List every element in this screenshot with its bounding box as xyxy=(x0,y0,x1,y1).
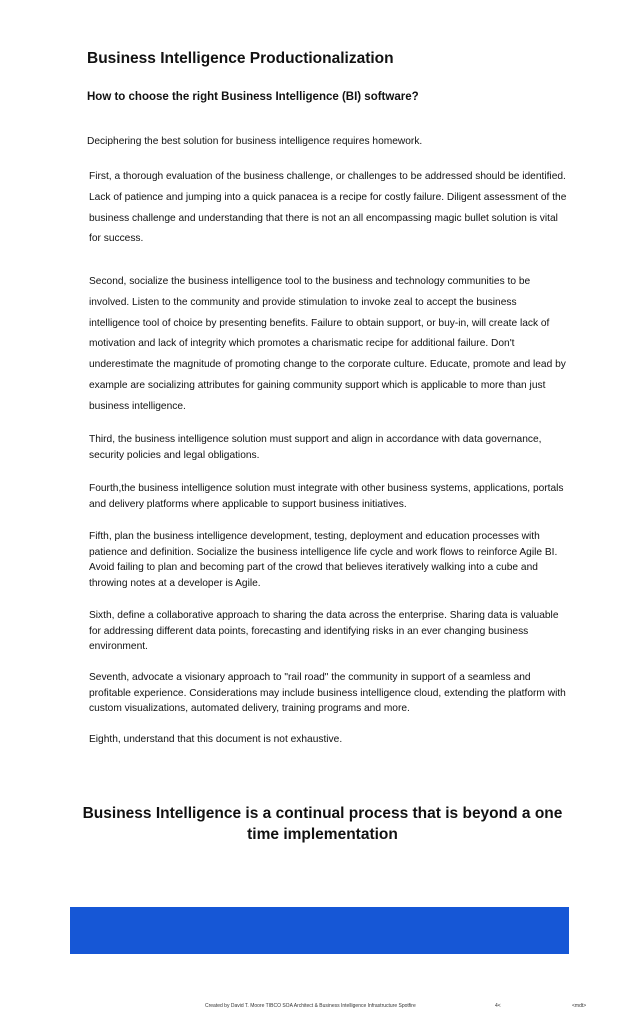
paragraph-fifth: Fifth, plan the business intelligence development, testing, deployment and education processes with patience and definition. Socialize the business intelligence life cycle and work flows to reinforce Agile BI. Avoid failing to plan and becoming part of the crowd that believes iteratively walking into a cube and throwing notes at a developer is Agile. xyxy=(89,531,558,590)
footer-credit: Created by David T. Moore TIBCO SOA Architect & Business Intelligence Infrastructure Spotfire xyxy=(205,1003,416,1009)
paragraph-eighth: Eighth, understand that this document is not exhaustive. xyxy=(89,734,343,745)
page-title: Business Intelligence Productionalization xyxy=(87,50,394,67)
page-subtitle: How to choose the right Business Intelligence (BI) software? xyxy=(87,91,419,103)
paragraph-first: First, a thorough evaluation of the business challenge, or challenges to be addressed should be identified. Lack of patience and jumping into a quick panacea is a recipe for costly failure. Diligent assessment of the business challenge and understanding that there is not an all encompassing magic bullet solution is vital for success. xyxy=(89,171,567,245)
paragraph-third: Third, the business intelligence solution must support and align in accordance with data governance, security policies and legal obligations. xyxy=(89,434,542,461)
paragraph-seventh: Seventh, advocate a visionary approach to "rail road" the community in support of a seamless and profitable experience. Considerations may include business intelligence cloud, extending the platform with custom visualizations, automated delivery, training programs and more. xyxy=(89,672,566,715)
paragraph-fourth: Fourth,the business intelligence solution must integrate with other business systems, applications, portals and delivery platforms where applicable to support business initiatives. xyxy=(89,483,564,510)
footer-page-number: 4< xyxy=(495,1003,501,1009)
intro-paragraph: Deciphering the best solution for business intelligence requires homework. xyxy=(87,136,423,147)
paragraph-sixth: Sixth, define a collaborative approach to sharing the data across the enterprise. Sharing data is valuable for addressing different data points, forecasting and identifying risks in an ever changing business environment. xyxy=(89,610,559,653)
blue-banner xyxy=(70,907,569,954)
paragraph-second: Second, socialize the business intelligence tool to the business and technology communities to be involved. Listen to the community and provide stimulation to invoke zeal to accept the business intelligence tool of choice by presenting benefits. Failure to obtain support, or buy-in, will create lack of motivation and lack of integrity which promotes a charismatic recipe for additional failure. Don't underestimate the magnitude of promoting change to the corporate culture. Educate, promote and lead by example are socializing attributes for gaining community support which is applicable to more than just business intelligence. xyxy=(89,276,566,412)
footer-field-code: <mdt> xyxy=(572,1003,587,1009)
closing-statement: Business Intelligence is a continual process that is beyond a one time implementation xyxy=(82,805,563,843)
